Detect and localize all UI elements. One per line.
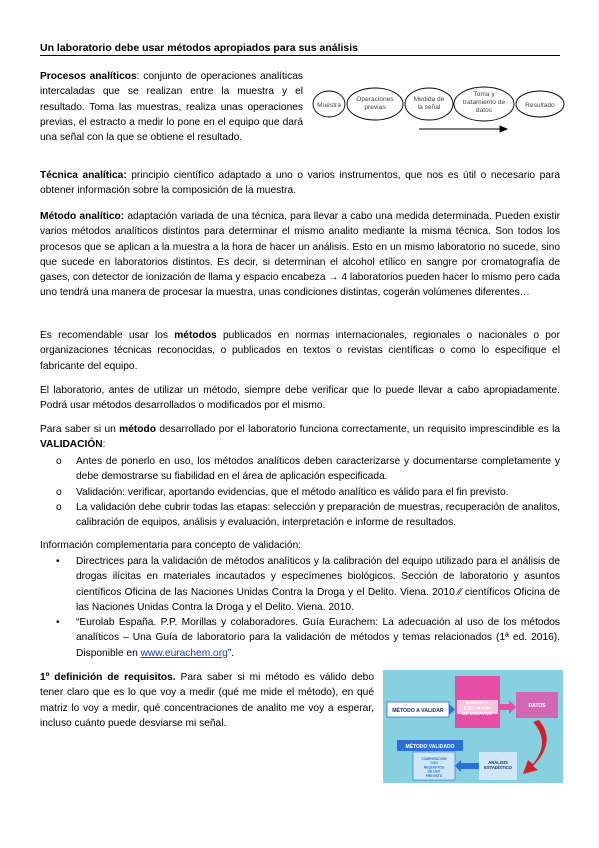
validacion-list	[40, 454, 560, 530]
disc-bullet-icon: •	[56, 617, 60, 629]
process-diagram	[312, 84, 566, 140]
list-item	[40, 554, 560, 615]
info-title: Información complementaria para concepto de validación:	[40, 540, 302, 551]
diagram-label-metodo-validado: MÉTODO VALIDADO	[405, 744, 455, 750]
info-item-2-end: ”.	[227, 647, 234, 659]
validacion-post: :	[102, 439, 106, 451]
circle-bullet-icon: o	[56, 501, 62, 513]
svg-text:DISEÑO YEJECUCIÓNDE ENSAYOS: DISEÑO Y EJECUCIÓN DE ENSAYOS	[462, 700, 492, 716]
recomendable-post: publicados en normas internacionales, regionales o nacionales o por organizaciones técnicas reconocidas, o publicados en textos o revistas científicas o como lo especifique el fabricante del equipo.	[40, 330, 560, 372]
list-item	[40, 500, 560, 531]
validation-diagram	[383, 670, 563, 783]
requisitos-term: 1º definición de requisitos.	[40, 672, 176, 683]
list-item	[40, 485, 560, 500]
node-label-5: Resultado	[525, 102, 555, 109]
eurachem-link[interactable]: www.eurachem.org	[140, 647, 228, 659]
laboratorio-paragraph: El laboratorio, antes de utilizar un método, siempre debe verificar que lo puede llevar a cabo apropiadamente. Podrá usar métodos desarrollados o modificados por el mismo.	[40, 385, 560, 412]
circle-bullet-icon: o	[56, 456, 62, 467]
tecnica-term: Técnica analítica:	[40, 170, 127, 181]
info-list	[40, 554, 560, 661]
tecnica-text: principio científico adaptado a uno o varios instrumentos, que nos es útil o necesario para obtener información sobre la composición de la muestra.	[40, 170, 560, 197]
page-title: Un laboratorio debe usar métodos apropiados para sus análisis	[40, 42, 560, 56]
diagram-label-datos: DATOS	[528, 703, 546, 709]
recomendable-paragraph	[40, 328, 560, 374]
info-item-1: Directrices para la validación de métodos analíticos y la calibración del equipo utilizado para el análisis de drogas ilícitas en materiales incautados y especímenes biológicos. Sección de laboratorio y asuntos científicos Oficina de las Naciones Unidas Contra la Droga y el Delito. Viena. 2010 ⁄⁄ científicos Oficina de las Naciones Unidas Contra la Droga y el Delito. Viena. 2010.	[76, 556, 560, 613]
metodo-text: adaptación variada de una técnica, para llevar a cabo una medida determinada. Pueden existir varios métodos analíticos distintos para determinar el mismo analito mediante la misma técnica. Son todos los procesos que se aplican a la muestra a la hora de hacer un análisis. Esto en un mismo laboratorio no sucede, sino que sucede en laboratorios distintos. Es decir, si determinan el alcohol etílico en sangre por cromatografía de gases, con detector de ionización de llama y espacio encabeza → 4 laboratorios pueden hacer lo mismo pero cada uno tendrá una manera de procesar la muestra, unas condiciones distintas, cogerán volúmenes diferentes…	[40, 211, 560, 299]
info-item-2: “Eurolab España. P.P. Morillas y colaboradores. Guía Eurachem: La adecuación al uso de los métodos analíticos – Una Guía de laboratorio para la validación de métodos y temas relacionados (1ª ed. 2016). Disponible en	[76, 617, 560, 659]
validacion-item-1: Antes de ponerlo en uso, los métodos analíticos deben caracterizarse y documentarse completamente y debe demostrarse su fiabilidad en el área de aplicación especificada.	[76, 456, 560, 483]
circle-bullet-icon: o	[56, 486, 62, 498]
requisitos-paragraph	[40, 670, 374, 731]
diagram-label-metodo-a-validar: MÉTODO A VALIDAR	[392, 708, 444, 714]
list-item	[40, 454, 560, 485]
validacion-mid: desarrollado por el laboratorio funciona correctamente, un requisito imprescindible es la	[155, 424, 560, 435]
metodo-term: Método analítico:	[40, 211, 125, 222]
svg-text:ANÁLISISESTADÍSTICO: ANÁLISIS ESTADÍSTICO	[484, 760, 512, 770]
svg-text:COMPARACIÓNCONREQUISITOSDE USO: COMPARACIÓN CON REQUISITOS DE USO PREVISTO	[421, 757, 447, 778]
validacion-bold-metodo: método	[119, 424, 156, 435]
metodo-paragraph	[40, 209, 560, 301]
svg-text:Medida dela señal: Medida de la señal	[413, 96, 445, 111]
recomendable-pre: Es recomendable usar los	[40, 330, 175, 341]
svg-text:Operacionesprevias: Operaciones previas	[356, 96, 394, 111]
procesos-term: Procesos analíticos	[40, 71, 137, 82]
procesos-paragraph	[40, 69, 303, 145]
disc-bullet-icon: •	[56, 556, 60, 567]
requisitos-text: Para saber si mi método es válido debo tener claro que es lo que voy a medir (qué me mide el método), en qué matriz lo voy a medir, qué concentraciones de analito me voy a esperar, incluso cuánto puede desviarse mi señal.	[40, 672, 375, 729]
validacion-pre: Para saber si un	[40, 424, 120, 435]
validacion-intro	[40, 422, 560, 453]
validacion-item-3: La validación debe cubrir todas las etapas: selección y preparación de muestras, recuperación de analitos, calibración de equipos, análisis y evaluación, interpretación e informe de resultados.	[76, 501, 560, 529]
svg-text:Toma ytratamiento dedatos: Toma y tratamiento de datos	[462, 91, 506, 114]
tecnica-paragraph	[40, 168, 560, 199]
validacion-bold-validacion: VALIDACIÓN	[40, 439, 103, 451]
node-label-1: Muestra	[317, 102, 341, 109]
validacion-item-2: Validación: verificar, aportando evidencias, que el método analítico es válido para el fin previsto.	[76, 486, 509, 498]
procesos-text: : conjunto de operaciones analíticas intercaladas que se realizan entre la muestra y el resultado. Toma las muestras, realiza unas operaciones previas, el estracto a medir lo pone en el equipo que dará una señal con la que se obtiene el resultado.	[40, 71, 303, 144]
recomendable-bold: métodos	[174, 330, 217, 341]
list-item	[40, 615, 560, 661]
